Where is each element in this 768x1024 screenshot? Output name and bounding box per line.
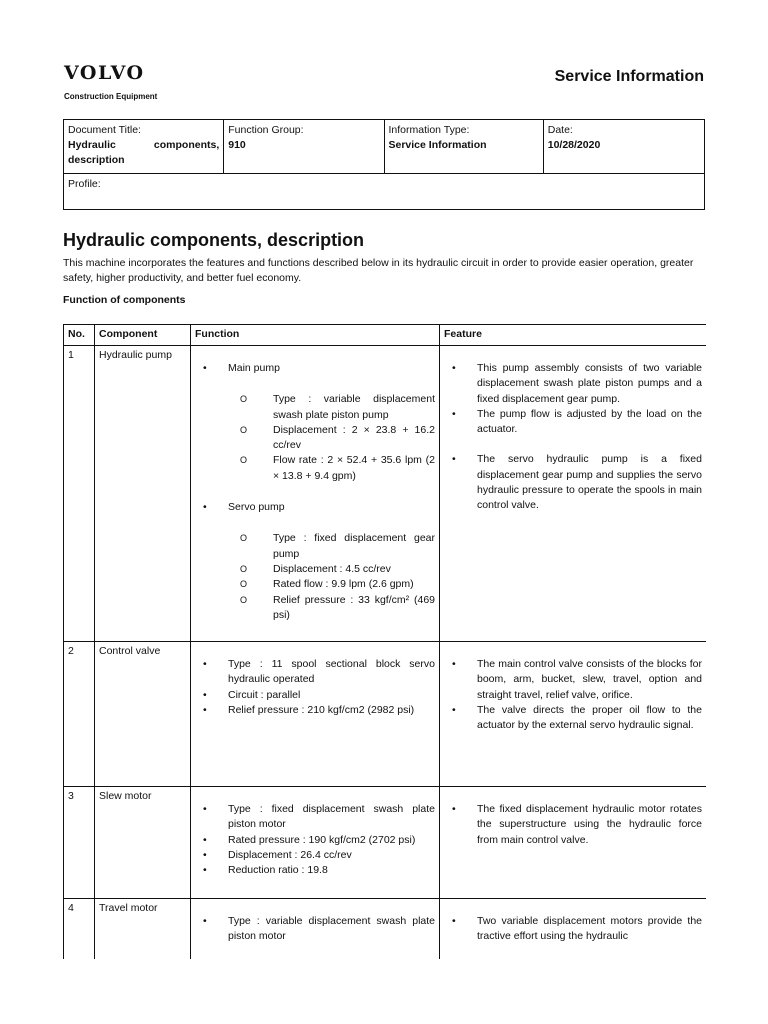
list-item: • Relief pressure : 210 kgf/cm2 (2982 psi) [195,703,435,718]
table-row [64,642,707,787]
document-meta-table [63,119,705,210]
list-item: • The fixed displacement hydraulic motor rotates the superstructure using the hydraulic force from main control valve. [444,802,702,848]
list-item: O Relief pressure : 33 kgf/cm² (469 psi) [240,593,435,624]
volvo-logo: VOLVO [64,62,145,84]
list-item: • Type : 11 spool sectional block servo hydraulic operated [195,657,435,688]
meta-information-type-value: Service Information [388,139,487,151]
list-item: • Displacement : 26.4 cc/rev [195,848,435,863]
row-function [191,346,440,642]
row-feature [440,899,707,959]
col-header-no: No. [64,325,95,346]
list-item: • Type : variable displacement swash plate piston motor [195,914,435,945]
row-feature [440,642,707,787]
list-item: • Main pump O Type : variable displacement swash plate piston pump O Displacement : 2 × 23.8 + 16.2 cc/rev O Flow rate : 2 × 52.4 + 35.6 lpm (2 × 13.8 + 9.4 gpm) [195,361,435,484]
list-item: • Type : fixed displacement swash plate piston motor [195,802,435,833]
list-item: O Type : variable displacement swash plate piston pump [240,392,435,423]
row-function [191,787,440,899]
section-title: Function of components [63,294,186,306]
list-item: • The pump flow is adjusted by the load on the actuator. [444,407,702,438]
meta-document-title-value: Hydraulic components, description [68,139,220,166]
meta-information-type-cell [384,120,543,174]
list-item: • Two variable displacement motors provide the tractive effort using the hydraulic [444,914,702,945]
meta-function-group-label: Function Group: [228,124,304,136]
row-component: Control valve [95,642,191,787]
row-function [191,899,440,959]
intro-paragraph: This machine incorporates the features and functions described below in its hydraulic circuit in order to provide easier operation, greater safety, higher productivity, and better fuel economy. [63,257,694,284]
row-component: Slew motor [95,787,191,899]
list-item: • The main control valve consists of the blocks for boom, arm, bucket, slew, travel, option and straight travel, relief valve, orifice. [444,657,702,703]
list-item: • Servo pump O Type : fixed displacement gear pump O Displacement : 4.5 cc/rev O Rated flow : 9.9 lpm (2.6 gpm) O Relief pressure : 33 kgf/cm² (469 psi) [195,500,435,623]
doc-kind-heading: Service Information [554,68,704,85]
list-item: O Rated flow : 9.9 lpm (2.6 gpm) [240,577,435,592]
meta-document-title-cell [64,120,224,174]
list-item: O Type : fixed displacement gear pump [240,531,435,562]
list-item: O Displacement : 4.5 cc/rev [240,562,435,577]
row-function [191,642,440,787]
row-component: Hydraulic pump [95,346,191,642]
row-feature [440,787,707,899]
row-no: 4 [64,899,95,959]
meta-profile-label: Profile: [68,178,101,190]
meta-date-value: 10/28/2020 [547,139,601,151]
row-component: Travel motor [95,899,191,959]
meta-profile-cell [64,174,705,210]
meta-document-title-label: Document Title: [68,124,141,136]
components-table [63,324,706,959]
row-feature [440,346,707,642]
row-no: 2 [64,642,95,787]
row-no: 3 [64,787,95,899]
list-item: O Displacement : 2 × 23.8 + 16.2 cc/rev [240,423,435,454]
list-item: O Flow rate : 2 × 52.4 + 35.6 lpm (2 × 13.8 + 9.4 gpm) [240,453,435,484]
meta-function-group-value: 910 [228,139,246,151]
meta-date-label: Date: [547,124,573,136]
meta-date-cell [543,120,704,174]
row-no: 1 [64,346,95,642]
brand-subtitle: Construction Equipment [64,92,158,101]
list-item: • Rated pressure : 190 kgf/cm2 (2702 psi) [195,833,435,848]
list-item: • The servo hydraulic pump is a fixed displacement gear pump and supplies the servo hydraulic pressure to operate the spools in main control valve. [444,452,702,513]
list-item: • This pump assembly consists of two variable displacement swash plate piston pumps and a fixed displacement gear pump. [444,361,702,407]
list-item: • The valve directs the proper oil flow to the actuator by the external servo hydraulic signal. [444,703,702,734]
table-row [64,787,707,899]
meta-information-type-label: Information Type: [388,124,470,136]
table-row [64,346,707,642]
table-row [64,899,707,959]
list-item: • Reduction ratio : 19.8 [195,863,435,878]
col-header-component: Component [95,325,191,346]
col-header-function: Function [191,325,440,346]
page-title: Hydraulic components, description [63,230,365,250]
col-header-feature: Feature [440,325,707,346]
meta-function-group-cell [224,120,384,174]
list-item: • Circuit : parallel [195,688,435,703]
